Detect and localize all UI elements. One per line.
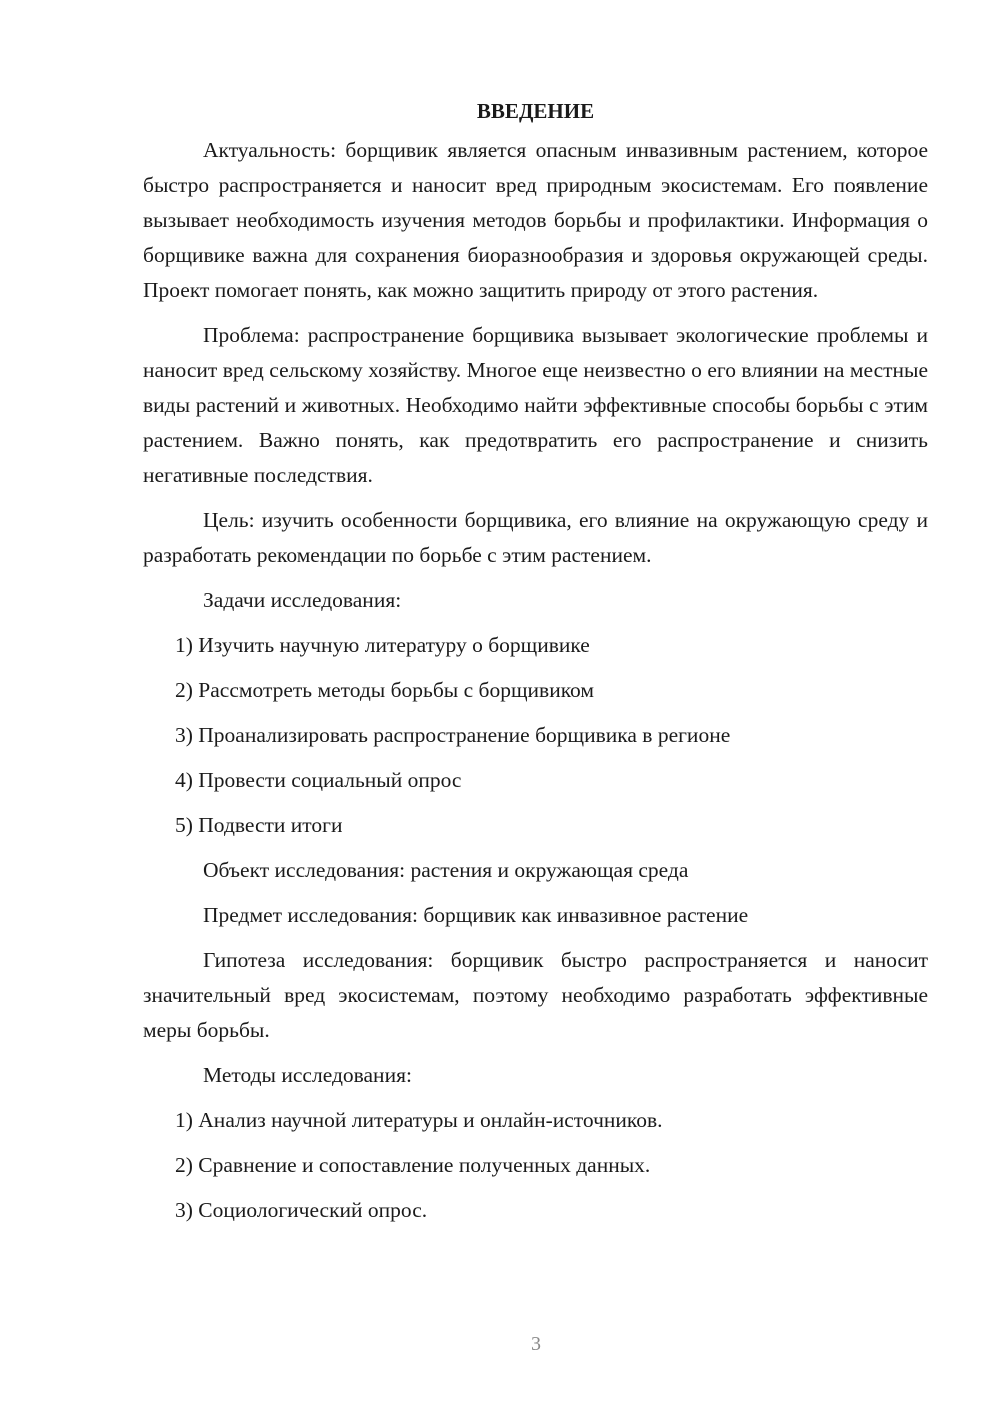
section-title: ВВЕДЕНИЕ bbox=[476, 99, 595, 123]
problem-paragraph: Проблема: распространение борщивика вызывает экологические проблемы и наносит вред сельскому хозяйству. Многое еще неизвестно о его влиянии на местные виды растений и животных. Необходимо найти эффективные способы борьбы с этим растением. Важно понять, как предотвратить его распространение и снизить негативные последствия. bbox=[143, 323, 928, 487]
relevance-paragraph: Актуальность: борщивик является опасным инвазивным растением, которое быстро распространяется и наносит вред природным экосистемам. Его появление вызывает необходимость изучения методов борьбы и профилактики. Информация о борщивике важна для сохранения биоразнообразия и здоровья окружающей среды. Проект помогает понять, как можно защитить природу от этого растения. bbox=[143, 138, 928, 302]
goal-paragraph: Цель: изучить особенности борщивика, его влияние на окружающую среду и разработать рекомендации по борьбе с этим растением. bbox=[143, 508, 928, 567]
method-item: 3) Социологический опрос. bbox=[175, 1198, 428, 1222]
subject-line: Предмет исследования: борщивик как инвазивное растение bbox=[203, 903, 749, 927]
tasks-heading: Задачи исследования: bbox=[203, 588, 402, 612]
method-item: 1) Анализ научной литературы и онлайн-источников. bbox=[175, 1108, 663, 1132]
task-item: 1) Изучить научную литературу о борщивике bbox=[175, 633, 590, 657]
task-item: 3) Проанализировать распространение борщивика в регионе bbox=[175, 723, 731, 747]
task-item: 2) Рассмотреть методы борьбы с борщивиком bbox=[175, 678, 594, 702]
task-item: 5) Подвести итоги bbox=[175, 813, 343, 837]
task-item: 4) Провести социальный опрос bbox=[175, 768, 462, 792]
object-line: Объект исследования: растения и окружающая среда bbox=[203, 858, 689, 882]
document-page bbox=[143, 95, 928, 1238]
method-item: 2) Сравнение и сопоставление полученных данных. bbox=[175, 1153, 651, 1177]
page-number: 3 bbox=[531, 1333, 541, 1355]
hypothesis-paragraph: Гипотеза исследования: борщивик быстро распространяется и наносит значительный вред экосистемам, поэтому необходимо разработать эффективные меры борьбы. bbox=[143, 948, 928, 1042]
methods-heading: Методы исследования: bbox=[203, 1063, 412, 1087]
